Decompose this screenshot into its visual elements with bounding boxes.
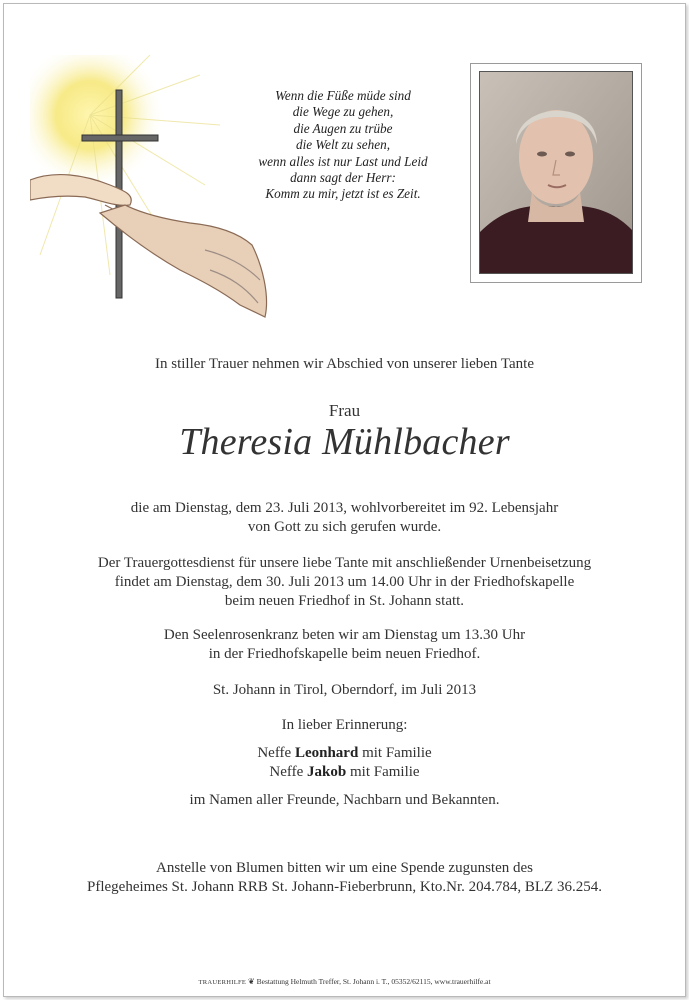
place-date: St. Johann in Tirol, Oberndorf, im Juli 2013 xyxy=(212,682,477,698)
memory-heading: In lieber Erinnerung: xyxy=(281,717,408,733)
donation-line: Pflegeheimes St. Johann RRB St. Johann-Fieberbrunn, Kto.Nr. 204.784, BLZ 36.254. xyxy=(87,879,602,895)
salutation: Frau xyxy=(328,401,361,420)
funeral-notice xyxy=(0,554,689,611)
intro-text: In stiller Trauer nehmen wir Abschied von unserer lieben Tante xyxy=(155,356,534,372)
death-line: von Gott zu sich gerufen wurde. xyxy=(247,519,442,535)
friends-note: im Namen aller Freunde, Nachbarn und Bekannten. xyxy=(189,792,500,808)
mourners-list xyxy=(0,744,689,782)
poem-line: wenn alles ist nur Last und Leid xyxy=(258,153,428,169)
sun-glow xyxy=(30,55,165,190)
mourner-line: Neffe Leonhard mit Familie xyxy=(257,745,432,761)
funeral-line: beim neuen Friedhof in St. Johann statt. xyxy=(224,593,465,609)
donation-line: Anstelle von Blumen bitten wir um eine Spende zugunsten des xyxy=(155,860,533,876)
footer xyxy=(0,977,689,986)
poem xyxy=(228,88,458,203)
poem-line: die Wege zu gehen, xyxy=(292,104,394,120)
leaf-icon: ❦ xyxy=(248,977,255,986)
donation-request xyxy=(0,859,689,897)
poem-line: Wenn die Füße müde sind xyxy=(275,88,411,103)
funeral-line: findet am Dienstag, dem 30. Juli 2013 um 14.00 Uhr in der Friedhofskapelle xyxy=(114,574,575,590)
mourner-line: Neffe Jakob mit Familie xyxy=(269,764,420,780)
mourner-name: Leonhard xyxy=(294,745,359,761)
rosary-line: Den Seelenrosenkranz beten wir am Dienstag um 13.30 Uhr xyxy=(163,627,526,643)
footer-text: Bestattung Helmuth Treffer, St. Johann i. T., 05352/62115, www.trauerhilfe.at xyxy=(256,977,491,986)
deceased-name: Theresia Mühlbacher xyxy=(179,421,510,463)
rosary-line: in der Friedhofskapelle beim neuen Friedhof. xyxy=(208,646,481,662)
funeral-line: Der Trauergottesdienst für unsere liebe Tante mit anschließender Urnenbeisetzung xyxy=(97,555,592,571)
portrait-photo xyxy=(479,71,633,274)
poem-line: Komm zu mir, jetzt ist es Zeit. xyxy=(265,186,421,202)
poem-line: dann sagt der Herr: xyxy=(290,170,396,186)
portrait-frame xyxy=(470,63,642,283)
rosary-notice xyxy=(0,626,689,664)
trauerhilfe-logo: TRAUERHILFE xyxy=(198,979,247,986)
poem-line: die Welt zu sehen, xyxy=(295,137,390,153)
poem-line: die Augen zu trübe xyxy=(293,120,393,136)
portrait-image xyxy=(480,72,632,273)
mourner-name: Jakob xyxy=(307,764,347,780)
death-line: die am Dienstag, dem 23. Juli 2013, wohlvorbereitet im 92. Lebensjahr xyxy=(130,500,559,516)
death-notice xyxy=(0,499,689,537)
